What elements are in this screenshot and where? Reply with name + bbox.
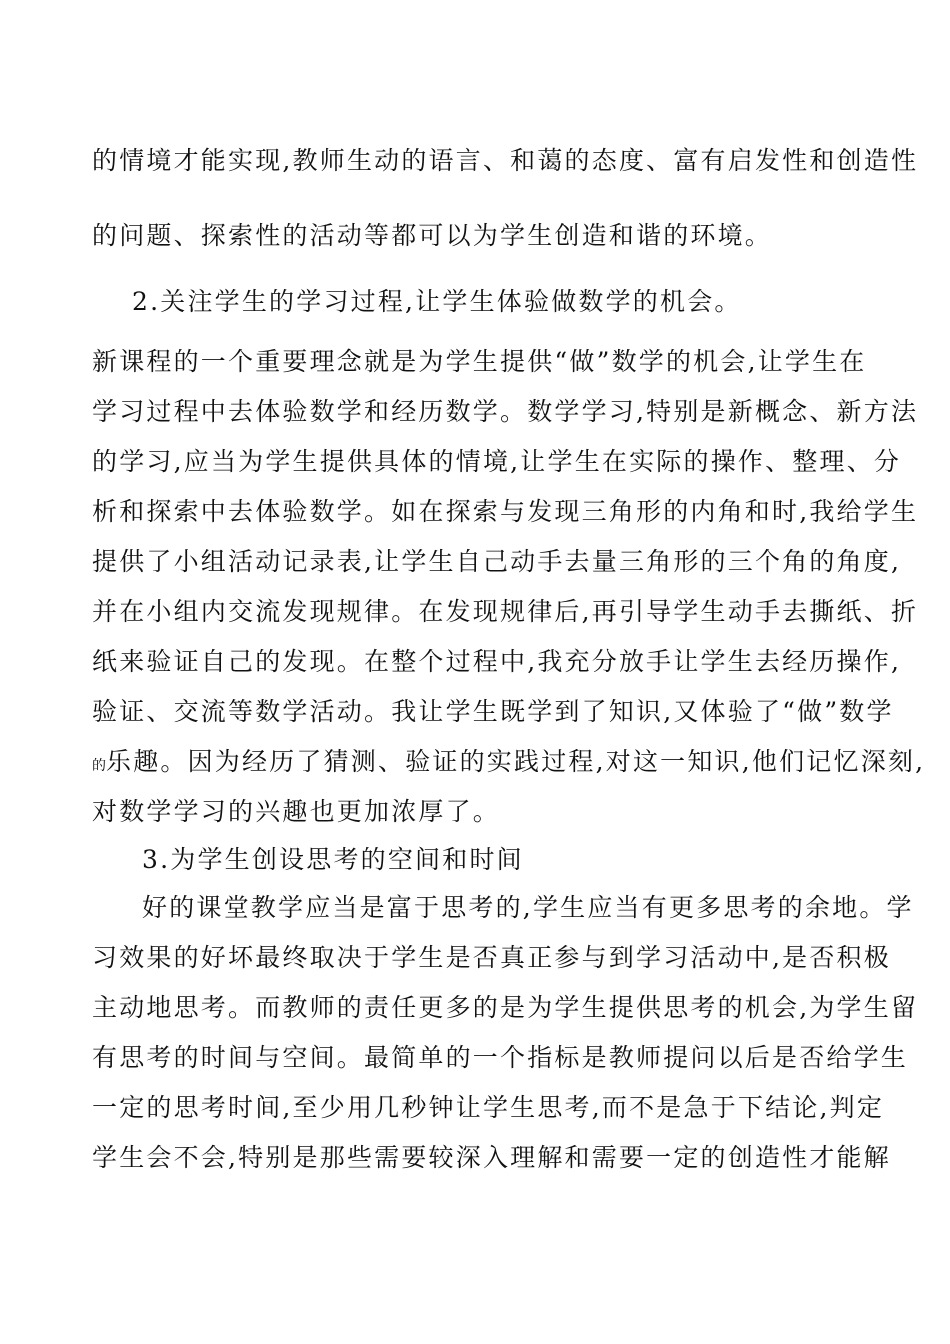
paragraph-line-14: 习效果的好坏最终取决于学生是否真正参与到学习活动中,是否积极 (92, 943, 891, 972)
paragraph-line-16: 有思考的时间与空间。最简单的一个指标是教师提问以后是否给学生 (92, 1043, 909, 1072)
paragraph-line-5: 的学习,应当为学生提供具体的情境,让学生在实际的操作、整理、分 (92, 447, 902, 476)
paragraph-line-9: 纸来验证自己的发现。在整个过程中,我充分放手让学生去经历操作, (92, 647, 902, 676)
small-prefix-text: 的 (92, 758, 106, 774)
paragraph-line-15: 主动地思考。而教师的责任更多的是为学生提供思考的机会,为学生留 (92, 993, 919, 1022)
section-heading-2: 2.关注学生的学习过程,让学生体验做数学的机会。 (132, 287, 742, 316)
paragraph-line-17: 一定的思考时间,至少用几秒钟让学生思考,而不是急于下结论,判定 (92, 1093, 885, 1122)
paragraph-line-1: 的情境才能实现,教师生动的语言、和蔼的态度、富有启发性和创造性 (92, 146, 919, 175)
paragraph-line-13: 好的课堂教学应当是富于思考的,学生应当有更多思考的余地。学 (142, 893, 914, 922)
paragraph-line-12: 对数学学习的兴趣也更加浓厚了。 (92, 797, 501, 826)
paragraph-line-10: 验证、交流等数学活动。我让学生既学到了知识,又体验了“做”数学 (92, 697, 894, 726)
paragraph-line-11 (92, 747, 925, 781)
paragraph-line-11-text: 乐趣。因为经历了猜测、验证的实践过程,对这一知识,他们记忆深刻, (106, 747, 926, 776)
paragraph-line-8: 并在小组内交流发现规律。在发现规律后,再引导学生动手去撕纸、折 (92, 597, 919, 626)
paragraph-line-4: 学习过程中去体验数学和经历数学。数学学习,特别是新概念、新方法 (92, 397, 919, 426)
paragraph-line-6: 析和探索中去体验数学。如在探索与发现三角形的内角和时,我给学生 (92, 497, 919, 526)
paragraph-line-7: 提供了小组活动记录表,让学生自己动手去量三角形的三个角的角度, (92, 547, 902, 576)
paragraph-line-3: 新课程的一个重要理念就是为学生提供“做”数学的机会,让学生在 (92, 347, 867, 376)
paragraph-line-2: 的问题、探索性的活动等都可以为学生创造和谐的环境。 (92, 221, 773, 250)
paragraph-line-18: 学生会不会,特别是那些需要较深入理解和需要一定的创造性才能解 (92, 1143, 891, 1172)
section-heading-3: 3.为学生创设思考的空间和时间 (142, 845, 524, 874)
